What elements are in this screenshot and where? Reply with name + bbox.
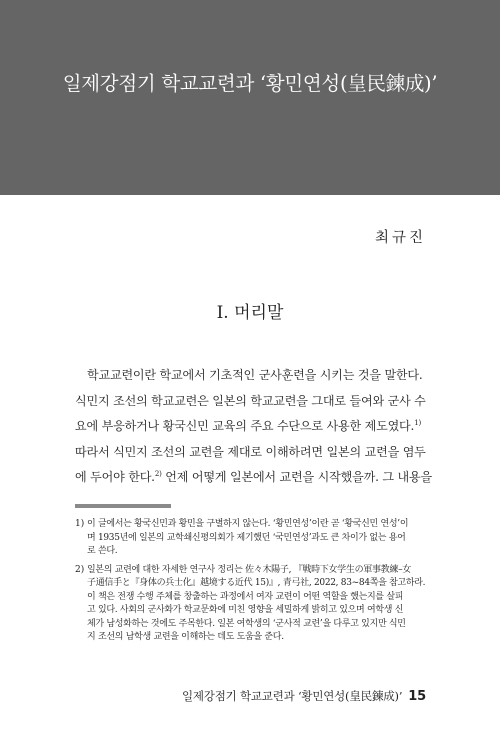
footnote-line: 며 1935년에 일본의 교학쇄신평의회가 제기했던 ‘국민연성’과도 큰 차이가 없는 용어 (87, 532, 406, 543)
body-line: 식민지 조선의 학교교련은 일본의 학교교련을 그대로 들여와 군사 수 (75, 393, 426, 408)
footnote-line: 子通信手と『身体の兵士化』越境する近代 15)』, 青弓社, 2022, 83~84쪽을 참고하라. (87, 578, 426, 588)
body-line: 에 두어야 한다.$^{2)}$ 언제 어떻게 일본에서 교련을 시작했을까. 그 내용을 (75, 470, 432, 484)
running-title: 일제강점기 학교교련과 ‘황민연성(皇民鍊成)’ (181, 689, 403, 703)
article-title: 일제강점기 학교교련과 ‘황민연성(皇民鍊成)’ (62, 72, 438, 95)
page-number: 15 (408, 689, 426, 704)
footnote-number: 2) (75, 564, 85, 575)
footnote-line: 로 쓴다. (87, 546, 118, 556)
body-paragraph (75, 363, 432, 491)
body-line: 학교교련이란 학교에서 기초적인 군사훈련을 시키는 것을 말한다. (87, 368, 423, 382)
header-band (0, 0, 500, 195)
footnote-number: 1) (75, 519, 85, 529)
footnote-line: 고 있다. 사회의 군사화가 학교문화에 미친 영향을 세밀하게 밝히고 있으며 여학생 신 (87, 605, 404, 615)
body-line: 따라서 식민지 조선의 교련을 제대로 이해하려면 일본의 교련을 염두 (75, 444, 426, 459)
footnotes (75, 518, 427, 650)
footnote-line: 이 글에서는 황국신민과 황민을 구별하지 않는다. ‘황민연성’이란 곧 ‘황국신민 연성’이 (87, 519, 409, 529)
footnote-line: 이 책은 전쟁 수행 주체를 창출하는 과정에서 여자 교련이 어떤 역할을 했는지를 살피 (87, 591, 404, 602)
running-footer (182, 688, 426, 704)
footnote (75, 564, 427, 645)
footnote-line: 체가 남성화하는 것에도 주목한다. 일본 여학생의 ‘군사적 교련’을 다루고 있지만 식민 (87, 618, 406, 629)
footnote-ref[interactable]: 1) (414, 419, 421, 427)
footnote-ref[interactable]: 2) (154, 470, 162, 478)
author-name: 최규진 (374, 230, 426, 246)
body-line: 요에 부응하거나 황국신민 교육의 주요 수단으로 사용한 제도였다.$^{1)}$ (75, 419, 421, 433)
footnote-divider (75, 504, 171, 508)
footnote-line: 일본의 교련에 대한 자세한 연구사 정리는 佐々木陽子, 『戦時下女学生の軍事教練–女 (87, 564, 411, 575)
footnote-line: 지 조선의 남학생 교련을 이해하는 데도 도움을 준다. (87, 632, 284, 642)
section-heading: Ⅰ. 머리말 (216, 303, 284, 323)
footnote (75, 518, 427, 559)
